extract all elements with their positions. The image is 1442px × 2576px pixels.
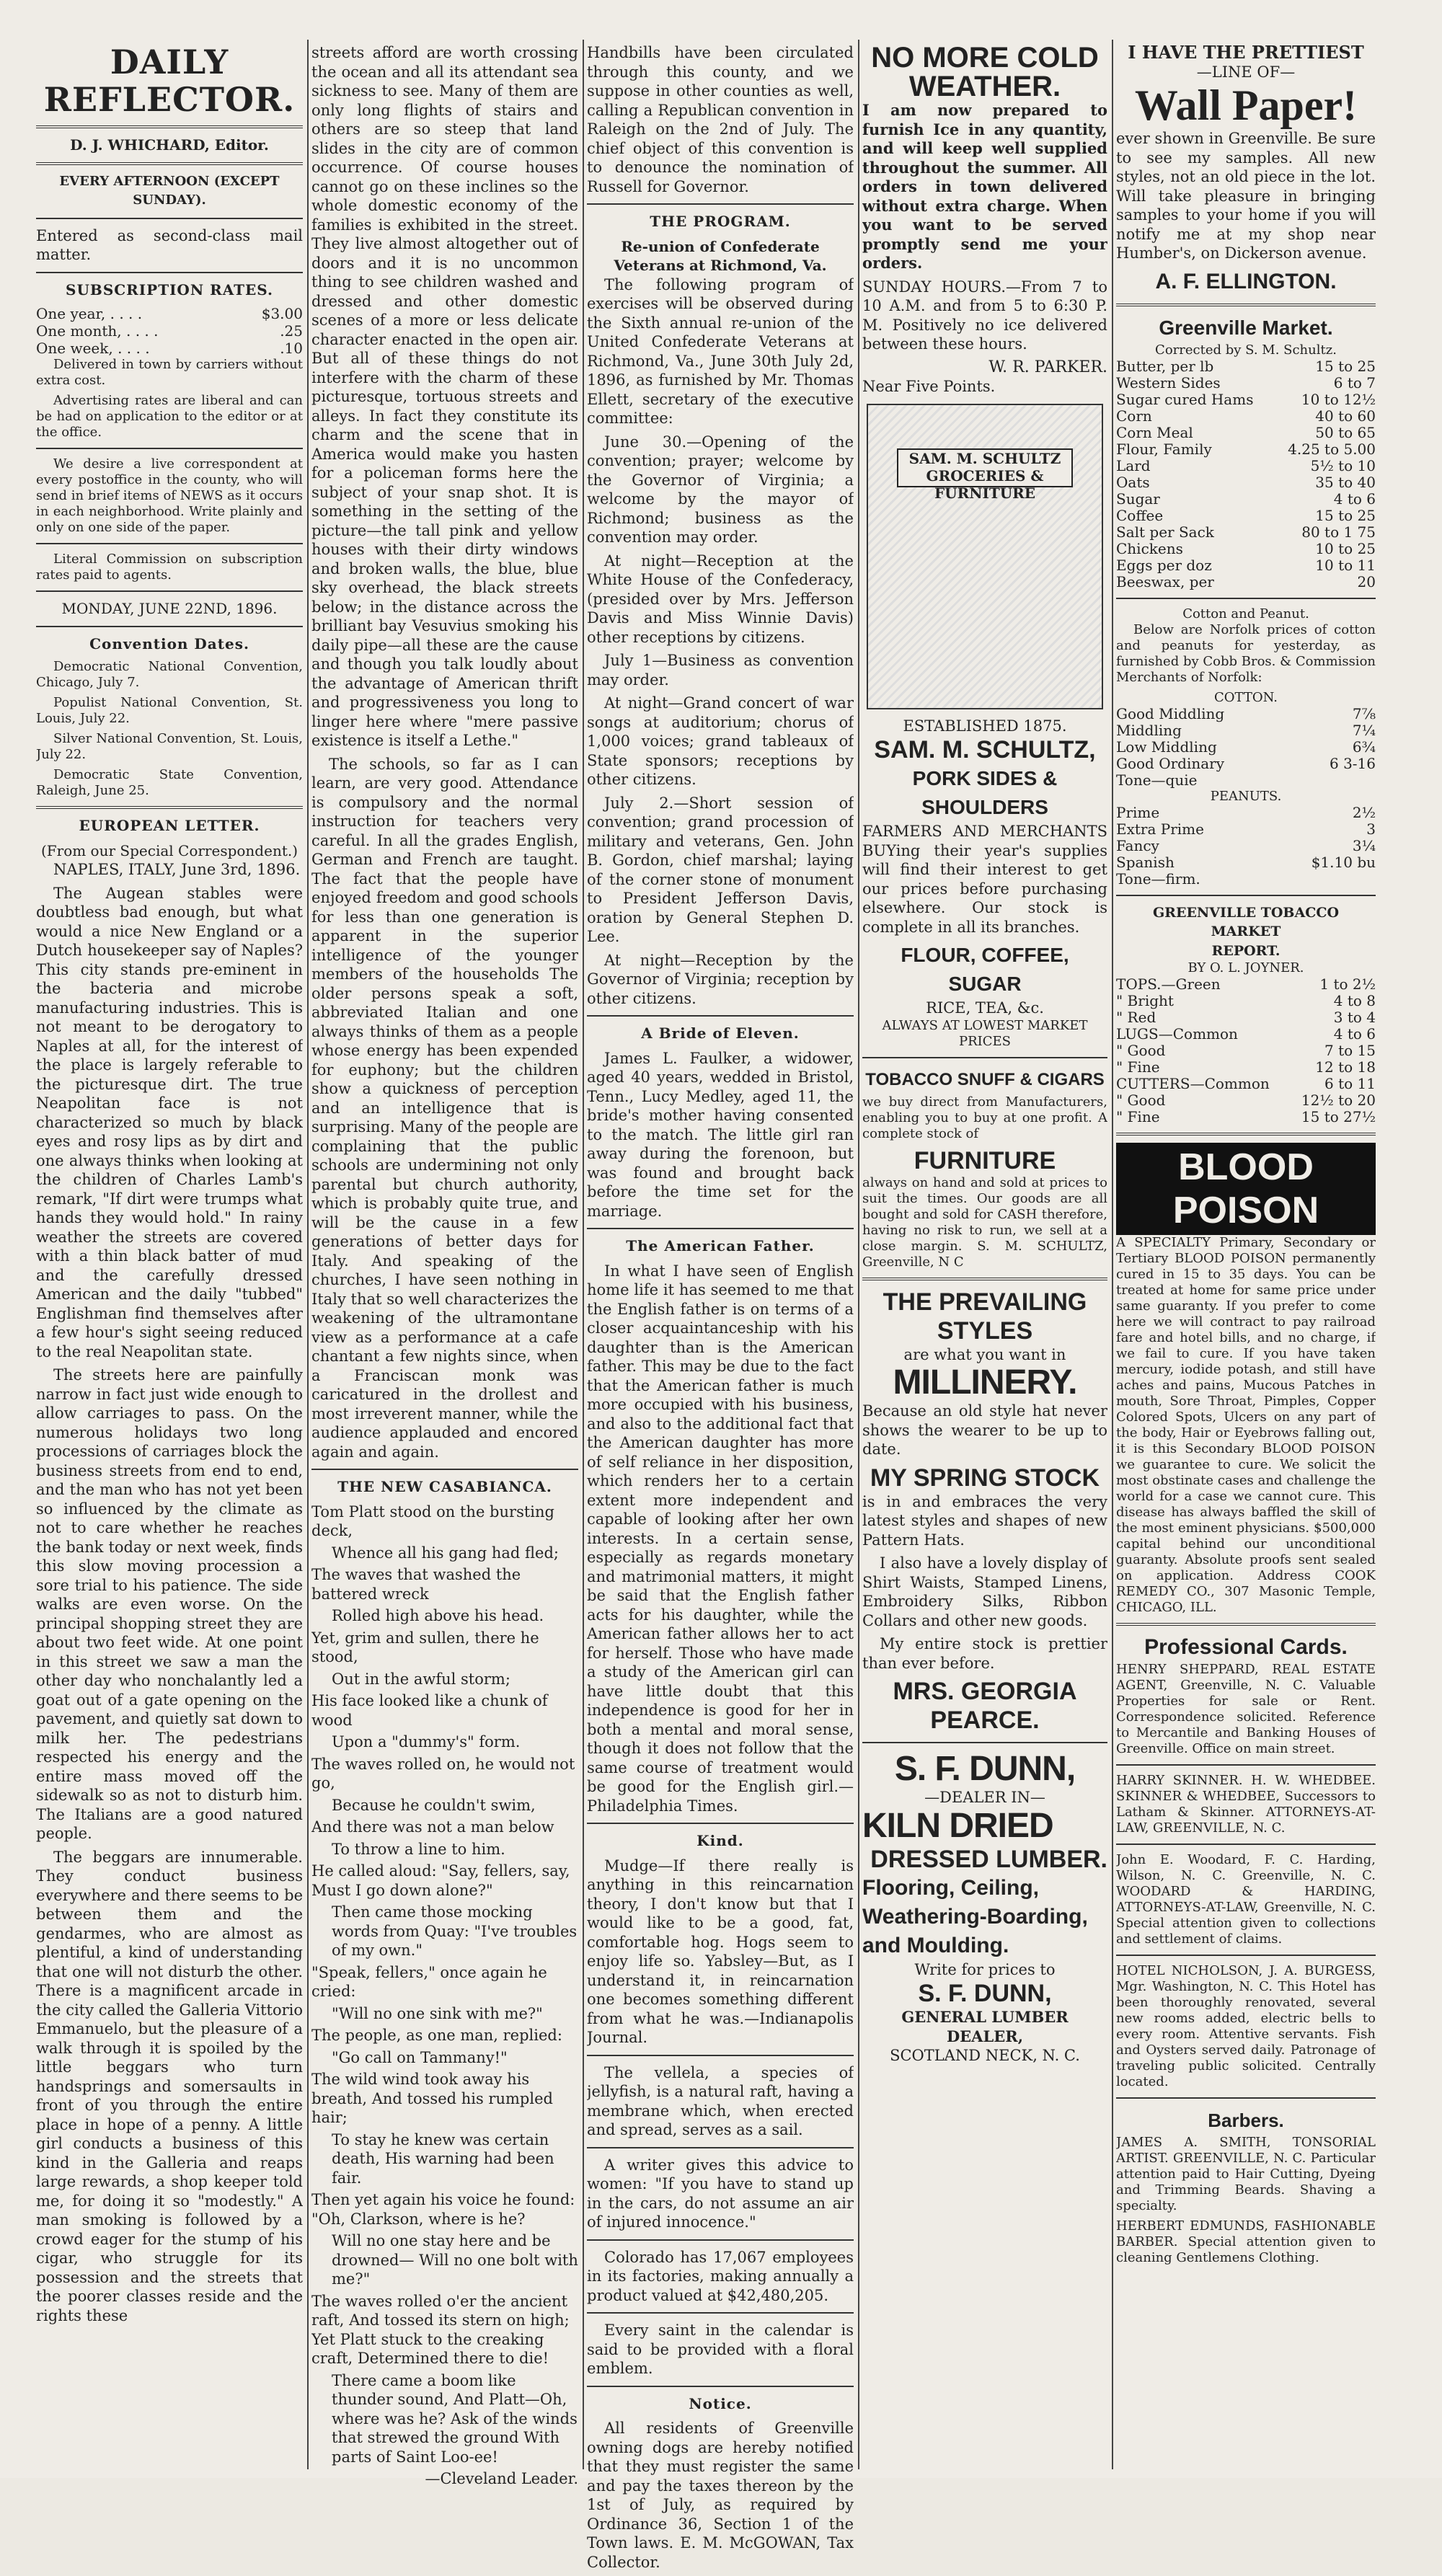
poem-line: He called aloud: "Say, fellers, say, Must I go down alone?" — [311, 1862, 570, 1899]
peanut-table — [1116, 805, 1376, 888]
delivery-note: Delivered in town by carriers without extra cost. — [36, 357, 303, 388]
price-item: Low Middling — [1116, 738, 1217, 756]
blood-poison-heading: BLOOD POISON — [1116, 1143, 1376, 1235]
price-value: 4 to 6 — [1333, 1025, 1376, 1043]
price-item: Oats — [1116, 473, 1150, 491]
price-row — [1116, 474, 1376, 491]
cotton-note: Below are Norfolk prices of cotton and peanuts for yesterday, as furnished by Cobb Bros. & Commission Merchants of Norfolk: — [1116, 621, 1376, 685]
price-row — [1116, 805, 1376, 821]
cotton-table — [1116, 706, 1376, 789]
article-paragraph: The streets here are painfully narrow in fact just wide enough to allow carriages to pass. On the numerous holidays two long processions of carriages block the business streets from end to end, and the man who has not yet been so influenced by the climate as not to care whether he reaches the bank today or next week, finds this slow moving procession a sore trial to his patience. The side walks are even worse. On the principal shopping street they are about two feet wide. At one point in this street we saw a man the other day who nonchalantly led a goat out of a gate opening on the pavement, and quietly sat down to milk her. The pedestrians respected his energy and the entire mass moved off the sidewalk so as not to disturb him. The Italians are a good natured people. — [36, 1366, 303, 1842]
price-row — [1116, 1043, 1376, 1059]
poem-line: The people, as one man, replied: — [311, 2027, 562, 2044]
price-row — [1116, 1009, 1376, 1026]
rate-month: One month, . . . . .25 — [36, 322, 303, 340]
prices-line: ALWAYS AT LOWEST MARKET PRICES — [882, 1017, 1088, 1049]
schultz-heading: SAM. M. SCHULTZ, — [874, 736, 1096, 763]
price-item: " Red — [1116, 1009, 1156, 1026]
price-row — [1116, 722, 1376, 739]
masthead: DAILY REFLECTOR. — [43, 43, 296, 119]
poem-line: Whence all his gang had fled; — [332, 1544, 559, 1562]
store-illustration — [867, 404, 1103, 709]
spring-stock-heading: MY SPRING STOCK — [870, 1464, 1100, 1492]
millinery-heading: MILLINERY. — [893, 1363, 1077, 1402]
article-paragraph: June 30.—Opening of the convention; prayer; welcome by the Governor of Virginia; a welcome by the mayor of Richmond; business as the convention may order. — [587, 433, 854, 546]
rice-line: RICE, TEA, &c. — [926, 999, 1044, 1017]
price-item: " Bright — [1116, 992, 1174, 1009]
pearce-heading: MRS. GEORGIA PEARCE. — [893, 1678, 1077, 1734]
dunn-small: S. F. DUNN, — [918, 1980, 1052, 2007]
price-value: 12½ to 20 — [1301, 1092, 1376, 1109]
card: JAMES A. SMITH, TONSORIAL ARTIST. GREENVILLE, N. C. Particular attention paid to Hair Cutting, Dyeing and Trimming Beards. Shaving a specialty. — [1116, 2135, 1376, 2213]
price-value: 15 to 25 — [1315, 506, 1376, 524]
established-line: ESTABLISHED 1875. — [903, 717, 1067, 735]
lumber-dealer: GENERAL LUMBER DEALER, — [901, 2008, 1069, 2045]
correspondent-note: We desire a live correspondent at every postoffice in the county, who will send in brief items of NEWS as it occurs in each neighborhood. Write plainly and only on one side of the paper. — [36, 456, 303, 535]
poem-line: The wild wind took away his breath, And tossed his rumpled hair; — [311, 2071, 553, 2126]
article-paragraph: In what I have seen of English home life it has seemed to me that the English father is on terms of a closer acquaintanceship with his daughter than is the American father. This may be due to the fact that the American father is much more occupied with his business, and also to the additional fact that the American daughter has more of self reliance in her disposition, which renders her to a certain extent more independent and capable of looking after her own interests. In a certain sense, especially as regards monetary and matrimonial matters, it might be said that the English father acts for his daughter, while the American father allows her to act for herself. Those who have made a study of the American girl can have little doubt that this independence is good for her in both a mental and moral sense, though it does not follow that the same course of treatment would be good for the English girl.—Philadelphia Times. — [587, 1262, 854, 1815]
price-item: Tone—quie — [1116, 771, 1198, 789]
convention-item: Democratic National Convention, Chicago, July 7. — [36, 659, 303, 690]
price-item: Flour, Family — [1116, 440, 1212, 458]
ad-text: are what you want in — [903, 1345, 1066, 1363]
price-item: CUTTERS—Common — [1116, 1075, 1270, 1092]
ad-text: Because an old style hat never shows the wearer to be up to date. — [862, 1402, 1107, 1458]
card: HENRY SHEPPARD, REAL ESTATE AGENT, Greenville, N. C. Valuable Properties for sale or Rent. Correspondence solicited. Reference to Mercantile and Banking Houses of Greenville. Office on main street. — [1116, 1662, 1376, 1756]
price-value: 4 to 8 — [1333, 992, 1376, 1009]
card: HOTEL NICHOLSON, J. A. BURGESS, Mgr. Washington, N. C. This Hotel has been thoroughly renovated, several new rooms added, electric bells to every room. Attentive servants. Fish and Oysters served daily. Patronage of traveling public solicited. Centrally located. — [1116, 1963, 1376, 2089]
price-value: 3 — [1366, 820, 1376, 838]
price-item: Chickens — [1116, 539, 1183, 557]
poem-line: The waves rolled o'er the ancient raft, And tossed its stern on high; Yet Platt stuck to the creaking craft, Determined there to die! — [311, 2292, 570, 2367]
poem-line: To throw a line to him. — [332, 1840, 505, 1858]
article-paragraph: Mudge—If there really is anything in this reincarnation theory, I don't know but that I would like to be a good, fat, comfortable hog. Hogs seem to enjoy life so. Yabsley—But, as I understand it, in reincarnation one becomes something different from what he was.—Indianapolis Journal. — [587, 1856, 854, 2046]
notice-heading: Notice. — [689, 2394, 752, 2412]
poem-line: "Speak, fellers," once again he cried: — [311, 1963, 547, 2000]
rate-year: One year, . . . . $3.00 — [36, 305, 303, 322]
poem-line: Will no one stay here and be drowned— Will no one bolt with me?" — [332, 2232, 578, 2288]
price-item: LUGS—Common — [1116, 1025, 1238, 1043]
article-paragraph: All residents of Greenville owning dogs are hereby notified that they must register the same and pay the taxes thereon by the 1st of July, as required by Ordinance 36, Section 1 of the Town laws. E. M. McGOWAN, Tax Collector. — [587, 2420, 854, 2571]
location-line: SCOTLAND NECK, N. C. — [890, 2047, 1080, 2064]
poem-line: To stay he knew was certain death, His warning had been fair. — [332, 2130, 554, 2187]
poem-line: "Will no one sink with me?" — [332, 2004, 543, 2022]
market-table — [1116, 358, 1376, 590]
price-value: 7⅞ — [1352, 704, 1376, 722]
column-1 — [36, 43, 303, 2329]
cotton-label: COTTON. — [1214, 689, 1278, 705]
price-item: Salt per Sack — [1116, 523, 1214, 541]
ad-text: always on hand and sold at prices to suit the times. Our goods are all bought and sold for CASH therefore, having no risk to run, we sell at a close margin. S. M. SCHULTZ, Greenville, N C — [862, 1174, 1107, 1270]
article-paragraph: The following program of exercises will be observed during the Sixth annual re-union of the United Confederate Veterans at Richmond, Va., June 30th July 2d, 1896, as furnished by Mr. Thomas Ellett, secretary of the executive committee: — [587, 275, 854, 427]
price-row — [1116, 854, 1376, 871]
price-row — [1116, 976, 1376, 993]
price-item: Extra Prime — [1116, 820, 1204, 838]
poem-line: "Go call on Tammany!" — [332, 2048, 508, 2066]
flooring-line: Flooring, Ceiling, — [862, 1875, 1039, 1900]
price-value: 40 to 60 — [1315, 407, 1376, 425]
price-item: Western Sides — [1116, 373, 1221, 391]
card: HERBERT EDMUNDS, FASHIONABLE BARBER. Special attention given to cleaning Gentlemens Clothing. — [1116, 2218, 1376, 2265]
price-value: 7¼ — [1352, 721, 1376, 739]
dunn-heading: S. F. DUNN, — [894, 1750, 1076, 1788]
poem-line: Yet, grim and sullen, there he stood, — [311, 1629, 539, 1665]
dealer-line: —DEALER IN— — [924, 1789, 1045, 1806]
poem-line: Tom Platt stood on the bursting deck, — [311, 1502, 554, 1539]
ad-text: I also have a lovely display of Shirt Waists, Stamped Linens, Embroidery Silks, Ribbon Collars and other new goods. — [862, 1554, 1107, 1629]
editor-line: D. J. WHICHARD, Editor. — [70, 136, 269, 154]
ad-text: FARMERS AND MERCHANTS BUYing their year's supplies will find their interest to get our prices before purchasing elsewhere. Our stock is complete in all its branches. — [862, 823, 1107, 936]
weather-line: Weathering-Boarding, — [862, 1904, 1088, 1929]
article-paragraph: July 2.—Short session of convention; grand procession of military and veterans, Gen. John B. Gordon, chief marshal; laying of the corner stone of monument to President Jefferson Davis, oration by General Stephen D. Lee. — [587, 794, 854, 945]
write-line: Write for prices to — [914, 1960, 1056, 1978]
convention-item: Populist National Convention, St. Louis, July 22. — [36, 695, 303, 726]
ad-text: we buy direct from Manufacturers, enabling you to buy at one profit. A complete stock of — [862, 1094, 1107, 1141]
column-5 — [1116, 43, 1376, 2270]
schultz-pork: PORK SIDES & SHOULDERS — [912, 767, 1058, 818]
price-row — [1116, 756, 1376, 772]
ad-text: Near Five Points. — [862, 378, 996, 395]
poem-line: There came a boom like thunder sound, And Platt—Oh, where was he? Ask of the winds that strewed the ground With parts of Saint Loo-ee! — [332, 2371, 578, 2466]
price-item: Spanish — [1116, 853, 1175, 871]
prevailing-heading: THE PREVAILING STYLES — [883, 1288, 1087, 1345]
european-letter-heading: EUROPEAN LETTER. — [79, 817, 260, 834]
store-sign: SAM. M. SCHULTZ GROCERIES & FURNITURE — [897, 448, 1073, 487]
price-row — [1116, 1059, 1376, 1076]
price-row — [1116, 541, 1376, 557]
article-paragraph: James L. Faulker, a widower, aged 40 years, wedded in Bristol, Tenn., Lucy Medley, aged 11, the bride's mother having consented to the match. The little girl ran away during the forenoon, but was found and brought back before the time set for the marriage. — [587, 1049, 854, 1220]
price-value: 50 to 65 — [1315, 423, 1376, 441]
price-item: Tone—firm. — [1116, 869, 1200, 888]
price-row — [1116, 993, 1376, 1009]
poem-line: And there was not a man below — [311, 1818, 554, 1836]
european-letter-dateline: NAPLES, ITALY, June 3rd, 1896. — [53, 861, 301, 878]
poem-line: Then came those mocking words from Quay: "I've troubles of my own." — [332, 1903, 578, 1959]
price-value: 3 to 4 — [1333, 1009, 1376, 1026]
card: John E. Woodard, F. C. Harding, Wilson, N. C. Greenville, N. C. WOODARD & HARDING, ATTORNEYS-AT-LAW, Greenville, N. C. Special attention given to collections and settlement of claims. — [1116, 1852, 1376, 1947]
poem-line: Then yet again his voice he found: "Oh, Clarkson, where is he? — [311, 2191, 575, 2228]
program-sub: Re-union of Confederate Veterans at Richmond, Va. — [614, 237, 827, 274]
peanuts-label: PEANUTS. — [1210, 788, 1282, 804]
ellington-heading: A. F. ELLINGTON. — [1155, 269, 1337, 293]
article-paragraph: streets afford are worth crossing the ocean and all its attendant sea sickness to see. Many of them are only long flights of stairs and others are so steep that land slides in the city are of common occurrence. Of course houses cannot go on these inclines so the whole domestic economy of the families is exhibited in the street. They live almost altogether out of doors and it is no uncommon thing to see children washed and dressed and other domestic scenes of a more or less delicate character enacted in the open air. But all of these things do not interfere with the charm of these picturesque, tortuous streets and alleys. In fact they constitute its charm and the scene that in America would make you hasten for a policeman forms here the subject of your snap shot. It is something in the setting of the picture—the tall pink and yellow houses with their dirty windows and broken walls, the blue, blue sky overhead, the black streets below; in the distance across the brilliant bay Vesuvius smoking his daily pipe—all these are the cause and though you talk loudly about the advantage of American thrift and progressiveness you long to linger here where "mere passive existence is itself a Lethe." — [311, 44, 578, 749]
price-item: TOPS.—Green — [1116, 975, 1221, 993]
price-value: 10 to 12½ — [1301, 390, 1376, 408]
price-value: 80 to 1 75 — [1301, 523, 1376, 541]
article-paragraph: Colorado has 17,067 employees in its factories, making annually a product valued at $42,480,205. — [587, 2248, 854, 2304]
poem-line: The waves that washed the battered wreck — [311, 1566, 521, 1603]
price-item: Coffee — [1116, 506, 1164, 524]
barbers-heading: Barbers. — [1208, 2110, 1284, 2131]
price-item: " Good — [1116, 1092, 1166, 1109]
price-item: Corn Meal — [1116, 423, 1193, 441]
lumber-heading: DRESSED LUMBER. — [870, 1845, 1107, 1873]
price-value: $1.10 bu — [1311, 853, 1376, 871]
column-4 — [862, 43, 1107, 2066]
price-value: 4 to 6 — [1333, 490, 1376, 508]
price-value: 3¼ — [1352, 836, 1376, 854]
article-paragraph: July 1—Business as convention may order. — [587, 652, 854, 689]
price-item: Middling — [1116, 721, 1182, 739]
price-value: 6 to 11 — [1324, 1075, 1376, 1092]
price-value: 4.25 to 5.00 — [1288, 440, 1376, 458]
article-paragraph: Every saint in the calendar is said to be provided with a floral emblem. — [587, 2322, 854, 2377]
article-paragraph: The schools, so far as I can learn, are very good. Attendance is compulsory and the normal instruction for teachers very careful. In all the grades English, German and French are taught. The fact that the people have enjoyed freedom and good schools for less than one generation is apparent in the superior intelligence of the younger members of the households The older persons speak a soft, abbreviated Italian and one always thinks of them as a people whose energy has been expended for euphony; but the children show a quickness of perception and an intelligence that is surprising. Many of the people are complaining that the public schools are undermining not only parental but church authority, which is probably quite true, and will be the cause in a few generations of better days for Italy. And speaking of the churches, I have seen nothing in Italy that so well characterizes the weakening of the ultramontane view as a performance at a cafe chantant a few nights since, when a Franciscan monk was caricatured in the drollest and most irreverent manner, while the audience applauded and encored again and again. — [311, 755, 578, 1461]
moulding-line: and Moulding. — [862, 1933, 1009, 1957]
convention-item: Democratic State Convention, Raleigh, June 25. — [36, 767, 303, 798]
tobacco-heading: TOBACCO SNUFF & CIGARS — [865, 1069, 1105, 1089]
ad-text: I am now prepared to furnish Ice in any quantity, and will keep well supplied throughout the summer. All orders in town delivered without extra charge. When you want to be served promptly send me your orders. — [862, 101, 1107, 272]
price-row — [1116, 425, 1376, 441]
wallpaper-intro: I HAVE THE PRETTIEST — [1128, 43, 1364, 63]
price-value: 2½ — [1352, 803, 1376, 821]
price-row — [1116, 871, 1376, 888]
price-row — [1116, 408, 1376, 425]
tobacco-author: BY O. L. JOYNER. — [1187, 960, 1304, 975]
price-item: " Good — [1116, 1042, 1166, 1059]
advertising-note: Advertising rates are liberal and can be had on application to the editor or at the office. — [36, 393, 303, 440]
price-value: 1 to 2½ — [1319, 975, 1376, 993]
price-value: 35 to 40 — [1315, 473, 1376, 491]
dateline: MONDAY, JUNE 22ND, 1896. — [61, 600, 278, 617]
price-row — [1116, 441, 1376, 458]
rate-week: One week, . . . . .10 — [36, 340, 303, 357]
price-item: " Fine — [1116, 1058, 1160, 1076]
price-item: Fancy — [1116, 836, 1159, 854]
price-row — [1116, 772, 1376, 789]
price-value: 12 to 18 — [1315, 1058, 1376, 1076]
poem-credit: —Cleveland Leader. — [425, 2470, 578, 2487]
price-row — [1116, 821, 1376, 838]
market-heading: Greenville Market. — [1159, 316, 1333, 339]
poem-line: His face looked like a chunk of wood — [311, 1692, 548, 1729]
poem-line: Upon a "dummy's" form. — [332, 1733, 521, 1750]
price-item: Beeswax, per — [1116, 572, 1214, 590]
article-paragraph: At night—Grand concert of war songs at auditorium; chorus of 1,000 voices; grand tableaux of State sponsors; receptions by other citizens. — [587, 694, 854, 788]
price-row — [1116, 838, 1376, 854]
article-paragraph: The vellela, a species of jellyfish, is a natural raft, having a membrane which, when erected and spread, serves as a sail. — [587, 2063, 854, 2138]
ad-text: ever shown in Greenville. Be sure to see my samples. All new styles, not an old piece in the lot. Will take pleasure in bringing samples to your home if you will notify me at my shop near Humber's, on Dickerson avenue. — [1116, 130, 1376, 262]
poem-line: The waves rolled on, he would not go, — [311, 1755, 575, 1792]
article-paragraph: At night—Reception at the White House of the Confederacy, (presided over by Mrs. Jefferson Davis and Miss Winnie Davis) other receptions by citizens. — [587, 552, 854, 646]
price-row — [1116, 458, 1376, 474]
poem-line: Because he couldn't swim, — [332, 1796, 536, 1814]
column-2 — [311, 43, 578, 2492]
entry-line: Entered as second-class mail matter. — [36, 226, 303, 263]
price-row — [1116, 706, 1376, 722]
professional-heading: Professional Cards. — [1144, 1635, 1348, 1659]
price-value: 10 to 11 — [1315, 556, 1376, 574]
market-sub: Corrected by S. M. Schultz. — [1155, 342, 1337, 358]
price-value: 6¾ — [1352, 738, 1376, 756]
price-row — [1116, 1076, 1376, 1092]
wallpaper-heading: Wall Paper! — [1134, 81, 1358, 129]
price-item: Good Middling — [1116, 704, 1225, 722]
price-row — [1116, 574, 1376, 590]
article-paragraph: At night—Reception by the Governor of Virginia; reception by other citizens. — [587, 951, 854, 1007]
cold-weather-heading: NO MORE COLD WEATHER. — [871, 43, 1099, 102]
ad-signature: W. R. PARKER. — [988, 358, 1107, 376]
price-row — [1116, 391, 1376, 408]
price-row — [1116, 1109, 1376, 1125]
price-value: 15 to 25 — [1315, 357, 1376, 375]
price-row — [1116, 1092, 1376, 1109]
flour-line: FLOUR, COFFEE, SUGAR — [901, 944, 1069, 995]
furniture-heading: FURNITURE — [914, 1146, 1056, 1174]
price-value: 20 — [1357, 572, 1376, 590]
price-value: 15 to 27½ — [1301, 1108, 1376, 1125]
european-letter-sub: (From our Special Correspondent.) — [40, 841, 298, 859]
tobacco-market-heading: GREENVILLE TOBACCO MARKET — [1152, 904, 1340, 939]
price-item: Eggs per doz — [1116, 556, 1212, 574]
ad-text: A SPECIALTY Primary, Secondary or Tertiary BLOOD POISON permanently cured in 15 to 35 days. You can be treated at home for same price under same guaranty. If you prefer to come here we will contract to pay railroad fare and hotel bills, and no charge, if we fail to cure. If you have taken mercury, iodide potash, and still have aches and pains, Mucous Patches in mouth, Sore Throat, Pimples, Copper Colored Spots, Ulcers on any part of the body, Hair or Eyebrows falling out, it is this Secondary BLOOD POISON we guarantee to cure. We solicit the most obstinate cases and challenge the world for a case we cannot cure. This disease has always baffled the skill of the most eminent physicians. $500,000 capital behind our unconditional guaranty. Absolute proofs sent sealed on application. Address COOK REMEDY CO., 307 Masonic Temple, CHICAGO, ILL. — [1116, 1235, 1376, 1615]
price-row — [1116, 557, 1376, 574]
poem — [311, 1502, 578, 2489]
price-row — [1116, 739, 1376, 756]
price-item: Prime — [1116, 803, 1160, 821]
price-value: 5½ to 10 — [1310, 456, 1376, 474]
convention-item: Silver National Convention, St. Louis, July 22. — [36, 731, 303, 762]
price-item: Corn — [1116, 407, 1152, 425]
ad-text: My entire stock is prettier than ever before. — [862, 1635, 1107, 1672]
article-paragraph: Handbills have been circulated through this county, and we suppose in other counties as well, calling a Republican convention in Raleigh on the 2nd of July. The chief object of this convention is to denounce the nomination of Russell for Governor. — [587, 44, 854, 195]
price-row — [1116, 358, 1376, 375]
price-row — [1116, 1026, 1376, 1043]
commission-note: Literal Commission on subscription rates paid to agents. — [36, 552, 303, 583]
convention-heading: Convention Dates. — [89, 634, 249, 652]
article-paragraph: The beggars are innumerable. They conduct business everywhere and there seems to be between them and the gendarmes, who are almost as plentiful, a kind of understanding that one will not disturb the other. There is a magnificent arcade in the city called the Galleria Vittorio Emmanuelo, but the pleasure of a walk through it is spoiled by the little beggars who turn handsprings and somersaults in front of you through the entire place in hope of a penny. A little girl conducts a business of this kind in the Galleria and reaps large rewards, a shop keeper told me, for doing it so "modestly." A man smoking is followed by a crowd eager for the stump of his cigar, who struggle for its possession and the streets that the poorer classes reside and the rights these — [36, 1848, 303, 2324]
edition-line: EVERY AFTERNOON (EXCEPT SUNDAY). — [59, 173, 280, 208]
price-item: Sugar — [1116, 490, 1160, 508]
kind-heading: Kind. — [696, 1832, 744, 1849]
price-value: 6 3-16 — [1329, 754, 1376, 772]
price-item: Lard — [1116, 456, 1151, 474]
column-3 — [587, 43, 854, 2576]
price-row — [1116, 375, 1376, 391]
poem-line: Rolled high above his head. — [332, 1607, 544, 1624]
bride-heading: A Bride of Eleven. — [641, 1024, 800, 1042]
price-row — [1116, 524, 1376, 541]
cotton-heading: Cotton and Peanut. — [1182, 606, 1309, 621]
price-value: 6 to 7 — [1333, 373, 1376, 391]
casabianca-heading: THE NEW CASABIANCA. — [337, 1478, 552, 1495]
wallpaper-line: —LINE OF— — [1196, 63, 1296, 81]
tobacco-report-label: REPORT. — [1211, 942, 1280, 959]
kiln-heading: KILN DRIED — [862, 1806, 1053, 1845]
poem-line: Out in the awful storm; — [332, 1670, 510, 1688]
price-value: 7 to 15 — [1324, 1042, 1376, 1059]
price-item: Butter, per lb — [1116, 357, 1214, 375]
article-paragraph: A writer gives this advice to women: "If you have to stand up in the cars, do not assume an air of injured innocence." — [587, 2156, 854, 2231]
father-heading: The American Father. — [626, 1237, 815, 1254]
tobacco-table — [1116, 976, 1376, 1125]
price-row — [1116, 508, 1376, 524]
price-row — [1116, 491, 1376, 508]
ad-text: SUNDAY HOURS.—From 7 to 10 A.M. and from 5 to 6:30 P. M. Positively no ice delivered between these hours. — [862, 278, 1107, 353]
program-heading: THE PROGRAM. — [650, 213, 791, 230]
price-value: 10 to 25 — [1315, 539, 1376, 557]
price-item: " Fine — [1116, 1108, 1160, 1125]
card: HARRY SKINNER. H. W. WHEDBEE. SKINNER & WHEDBEE, Successors to Latham & Skinner. ATTORNEYS-AT-LAW, GREENVILLE, N. C. — [1116, 1773, 1376, 1836]
article-paragraph: The Augean stables were doubtless bad enough, but what would a nice New England or a Dutch housekeeper say of Naples? This city stands pre-eminent in the bacteria and microbe manufacturing industries. This is not meant to be derogatory to Naples at all, for the interest of the place is largely referable to the picturesque dirt. The true Neapolitan face is not characterized so much by black eyes and rosy lips as by dirt and one always thinks when looking at the children of Charles Lamb's remark, "If dirt were trumps what hands they would hold." In rainy weather the streets are covered with a thin black batter of mud and the carefully dressed American and the daily "tubbed" Englishman find themselves after a few hour's sight seeing reduced to the real Neapolitan state. — [36, 884, 303, 1360]
price-item: Sugar cured Hams — [1116, 390, 1254, 408]
price-item: Good Ordinary — [1116, 754, 1225, 772]
ad-text: is in and embraces the very latest styles and shapes of new Pattern Hats. — [862, 1492, 1107, 1549]
subscription-heading: SUBSCRIPTION RATES. — [66, 280, 273, 298]
